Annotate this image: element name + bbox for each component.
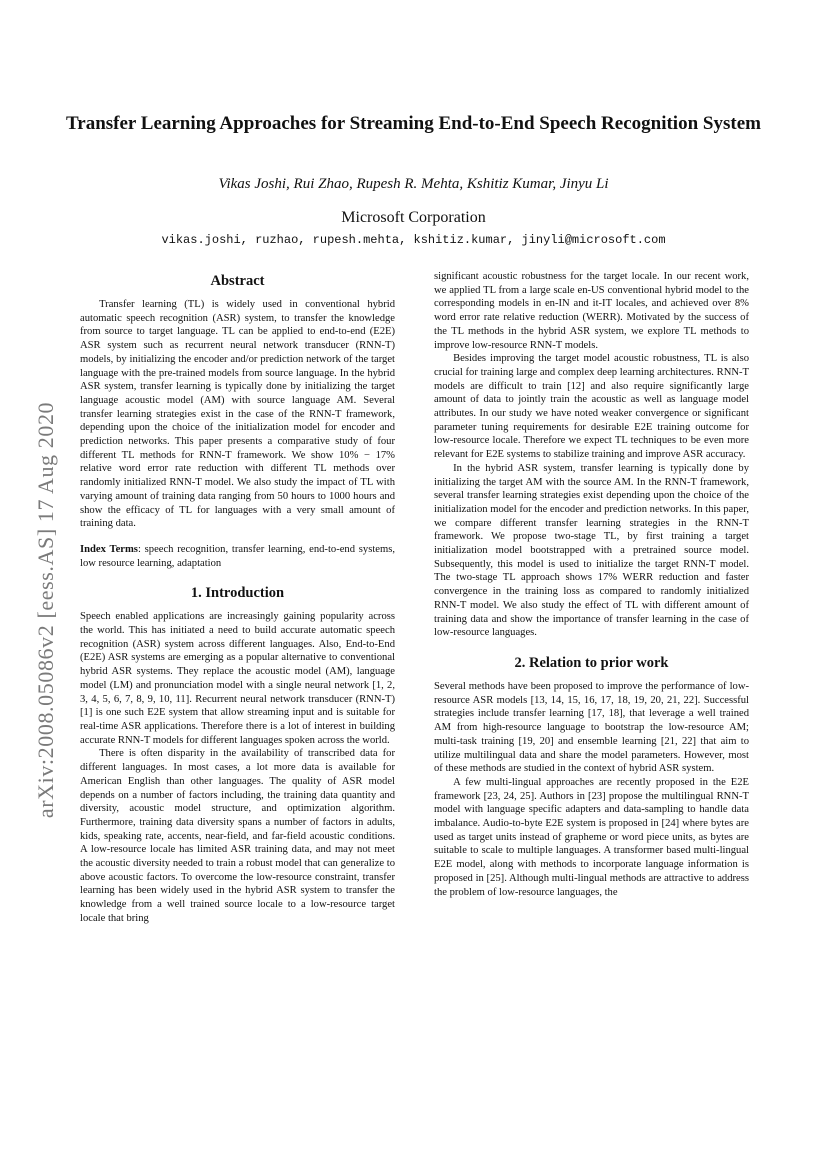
prior-work-paragraph: A few multi-lingual approaches are recently proposed in the E2E framework [23, 24, 25]. Authors in [23] propose the multilingual RNN-T model with language specific adapters and data-sampling to handle data imbalance. Audio-to-byte E2E system is proposed in [24] where bytes are used as target units instead of grapheme or word piece units, as bytes are suitable to scale to multiple languages. A transformer based multi-lingual E2E model, along with methods to incorporate language information is proposed in [25]. Although multi-lingual methods are attractive to address the problem of low-resource languages, the — [434, 776, 749, 898]
index-terms — [80, 543, 395, 570]
arxiv-identifier-text: arXiv:2008.05086v2 [eess.AS] 17 Aug 2020 — [33, 401, 58, 819]
index-terms-text: : speech recognition, transfer learning, end-to-end systems, low resource learning, adaptation — [80, 543, 395, 569]
introduction-heading: 1. Introduction — [190, 585, 285, 602]
intro-continued-paragraph: significant acoustic robustness for the target locale. In our recent work, we applied TL from a large scale en-US conventional hybrid model to the corresponding models in en-IN and it-IT locales, and achieved over 8% word error rate relative reduction (WERR). Motivated by the success of the TL methods in the hybrid ASR system, we explore TL methods to improve low-resource RNN-T models. — [434, 271, 749, 351]
intro-paragraph: There is often disparity in the availability of transcribed data for different languages. In most cases, a lot more data is available for American English than other languages. The quality of ASR model depends on a number of factors including, the training data quantity and diversity, acoustic model structure, and optimization algorithm. Furthermore, training data diversity spans a number of factors in adults, kids, speaking rate, accents, near-field, and far-field acoustic conditions. A low-resource locale has limited ASR training data, and may not meet the acoustic diversity needed to train a robust model that can generalize to above acoustic factors. To overcome the low-resource constraint, transfer learning has been widely used in the hybrid ASR system to transfer the knowledge from a well trained source locale to a low-resource target locale that bring — [80, 748, 395, 924]
left-column — [80, 270, 395, 926]
arxiv-identifier — [25, 350, 67, 870]
abstract-heading: Abstract — [210, 273, 265, 289]
affiliation: Microsoft Corporation — [341, 209, 486, 226]
abstract-text: Transfer learning (TL) is widely used in conventional hybrid automatic speech recognition (ASR) system, to transfer the knowledge from source to target language. TL can be applied to end-to-end (E2E) ASR system such as recurrent neural network transducer (RNN-T) models, by initializing the encoder and/or prediction network of the target language with the pre-trained models from source language. In the hybrid ASR system, transfer learning is typically done by initializing the target language acoustic model (AM) with source language AM. Several transfer learning strategies exist in the case of the RNN-T framework, depending upon the choice of the initialization model for encoder and prediction networks. This paper presents a comparative study of four different TL methods for RNN-T framework. We show 10% − 17% relative word error rate reduction with different TL methods over randomly initialized RNN-T model. We also study the impact of TL with varying amount of training data ranging from 50 hours to 1000 hours and show the efficacy of TL for languages with a very small amount of training data. — [80, 299, 395, 530]
intro-paragraph: Speech enabled applications are increasingly gaining popularity across the world. This has initiated a need to build accurate automatic speech recognition (ASR) system across different languages. Also, End-to-End (E2E) ASR systems are emerging as a popular alternative to conventional hybrid ASR systems. They replace the acoustic model (AM), language model (LM) and pronunciation model with a single neural network [1, 2, 3, 4, 5, 6, 7, 8, 9, 10, 11]. Recurrent neural network transducer (RNN-T) [1] is one such E2E system that allow streaming input and is suitable for real-time ASR applications. Therefore there is a lot of interest in building accurate RNN-T models for different languages spoken across the world. — [80, 611, 395, 746]
paper-title: Transfer Learning Approaches for Streaming End-to-End Speech Recognition System — [66, 113, 761, 134]
intro-paragraph: Besides improving the target model acoustic robustness, TL is also crucial for training large and complex deep learning architectures. RNN-T models are difficult to train [12] and also require significantly large amount of data to jointly train the acoustic as well as language model attributes. In our study we have noted weaker convergence or significant parameter tuning requirements for desirable E2E training outcome for low-resource locale. Therefore we expect TL techniques to be even more relevant for E2E systems to stabilize training and improve ASR accuracy. — [434, 353, 749, 461]
right-column — [434, 270, 749, 899]
prior-work-paragraph: Several methods have been proposed to improve the performance of low-resource ASR models [13, 14, 15, 16, 17, 18, 19, 20, 21, 22]. Successful strategies include transfer learning [17, 18], that leverage a well trained AM from high-resource language to bootstrap the low-resource AM; multi-task training [19, 20] and ensemble learning [21, 22] that aim to utilize multilingual data and share the model parameters. However, most of these methods are studied in the context of hybrid ASR system. — [434, 680, 749, 775]
intro-paragraph: In the hybrid ASR system, transfer learning is typically done by initializing the target AM with the source AM. In the RNN-T framework, several transfer learning strategies exist depending upon the choice of the initialization model for the encoder and prediction networks. In this paper, we compare different transfer learning strategies in the RNN-T framework. We propose two-stage TL, by first training a target initialization model bootstrapped with a pretrained source model. Subsequently, this model is used to initialize the target RNN-T model. The two-stage TL approach shows 17% WERR reduction and faster convergence in the training loss as compared to randomly initialized RNN-T model. We also study the effect of TL with different amount of training data and show the importance of transfer learning in the case of low-resource languages. — [434, 462, 749, 639]
author-emails: vikas.joshi, ruzhao, rupesh.mehta, kshitiz.kumar, jinyli@microsoft.com — [161, 233, 666, 247]
prior-work-heading: 2. Relation to prior work — [514, 654, 669, 671]
author-list: Vikas Joshi, Rui Zhao, Rupesh R. Mehta, Kshitiz Kumar, Jinyu Li — [218, 176, 609, 192]
index-terms-label: Index Terms — [80, 543, 138, 555]
